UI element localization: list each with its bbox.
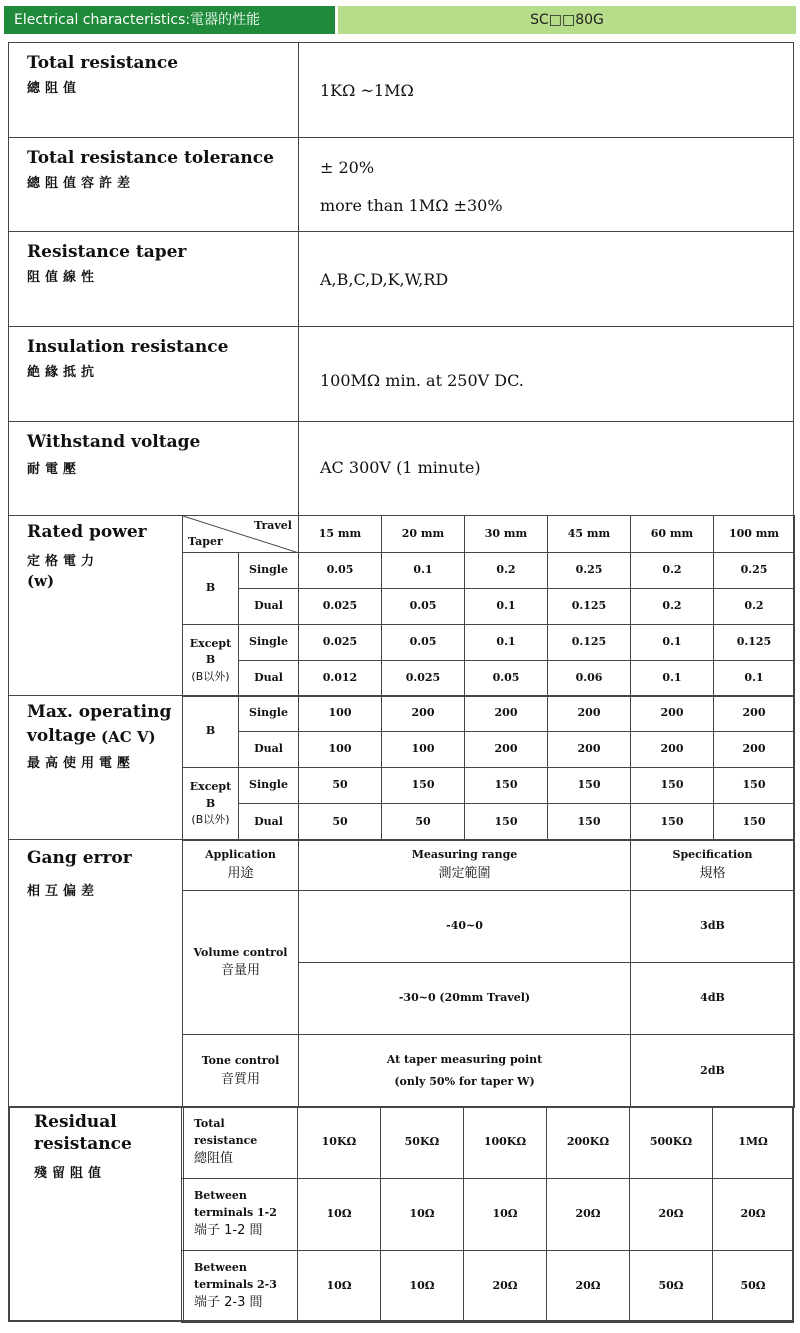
tone-control-zh: 音質用: [220, 1071, 260, 1087]
table-cell: 200: [548, 732, 631, 768]
total-resistance-value: 1KΩ ~1MΩ: [320, 81, 414, 100]
table-cell: 200: [631, 732, 714, 768]
table-cell: 200: [465, 696, 548, 732]
table-cell: 50Ω: [713, 1251, 794, 1323]
table-cell: 150: [714, 768, 795, 804]
table-cell: 500KΩ: [630, 1107, 713, 1179]
table-row: [182, 1107, 794, 1179]
max-voltage-label-2: voltage: [27, 726, 97, 746]
max-voltage-label-cell: [9, 696, 183, 839]
table-cell: 0.05: [382, 589, 465, 625]
except-line-3: (B以外): [191, 669, 230, 683]
taper-value: A,B,C,D,K,W,RD: [320, 270, 449, 289]
residual-label-2: resistance: [34, 1134, 132, 1154]
table-cell: 150: [714, 804, 795, 841]
table-cell: 0.05: [299, 553, 382, 589]
group-except-b: [183, 768, 239, 841]
spec-header-zh: 規格: [699, 865, 726, 881]
single-label: Single: [239, 625, 299, 661]
table-cell: 10Ω: [464, 1179, 547, 1251]
rated-power-table: [182, 515, 795, 697]
application-header-zh: 用途: [227, 865, 254, 881]
table-cell: 50: [299, 804, 382, 841]
residual-label-zh: 殘留阻值: [34, 1166, 107, 1181]
taper-section: [8, 231, 794, 327]
table-cell: 200: [714, 696, 795, 732]
table-cell: 0.025: [299, 589, 382, 625]
table-cell: 0.1: [631, 661, 714, 697]
dual-label: Dual: [239, 732, 299, 768]
except-line-2: B: [205, 653, 216, 667]
table-cell: 0.25: [714, 553, 795, 589]
table-cell: 20Ω: [547, 1179, 630, 1251]
tone-range-line-2: (only 50% for taper W): [394, 1075, 535, 1088]
table-cell: 150: [548, 768, 631, 804]
travel-col-header: 100 mm: [714, 516, 795, 553]
gang-error-label-zh: 相互偏差: [27, 884, 100, 899]
taper-header: Taper: [188, 534, 223, 548]
residual-label-1: Residual: [34, 1112, 117, 1132]
table-cell: 20Ω: [713, 1179, 794, 1251]
table-cell: 0.1: [631, 625, 714, 661]
table-cell: 1MΩ: [713, 1107, 794, 1179]
row-label-line: Between: [194, 1261, 247, 1275]
table-cell: 0.2: [714, 589, 795, 625]
table-cell: 0.2: [631, 553, 714, 589]
table-cell: 150: [465, 768, 548, 804]
table-cell: 10Ω: [298, 1251, 381, 1323]
table-cell: 20Ω: [464, 1251, 547, 1323]
row-label-terminals-1-2: [182, 1179, 298, 1251]
table-cell: 0.125: [548, 589, 631, 625]
row-label-zh: 端子 1-2 間: [194, 1223, 263, 1239]
insulation-value: 100MΩ min. at 250V DC.: [320, 371, 524, 390]
withstand-label: Withstand voltage: [27, 432, 201, 452]
table-row: [183, 840, 795, 891]
total-resistance-label-cell: [9, 43, 299, 137]
taper-label-zh: 阻值線性: [27, 270, 100, 285]
insulation-label-cell: [9, 327, 299, 421]
gang-error-label: Gang error: [27, 848, 132, 868]
table-cell: 10KΩ: [298, 1107, 381, 1179]
single-label: Single: [239, 696, 299, 732]
spec-cell: 2dB: [631, 1035, 795, 1108]
residual-label-cell: [10, 1108, 184, 1320]
tone-range-line-1: At taper measuring point: [386, 1052, 543, 1066]
gang-error-table: [182, 839, 795, 1108]
travel-col-header: 15 mm: [299, 516, 382, 553]
table-cell: 10Ω: [298, 1179, 381, 1251]
tone-control-cell: [183, 1035, 299, 1108]
insulation-section: [8, 326, 794, 422]
table-row: [182, 1251, 794, 1323]
table-cell: 150: [465, 804, 548, 841]
single-label: Single: [239, 768, 299, 804]
range-cell: -40~0: [299, 891, 631, 963]
withstand-label-cell: [9, 422, 299, 515]
row-label-line: resistance: [194, 1133, 258, 1147]
travel-col-header: 20 mm: [382, 516, 465, 553]
table-cell: 200: [382, 696, 465, 732]
table-cell: 150: [631, 804, 714, 841]
table-cell: 200: [465, 732, 548, 768]
table-cell: 20Ω: [630, 1179, 713, 1251]
insulation-label: Insulation resistance: [27, 337, 229, 357]
total-resistance-section: [8, 42, 794, 138]
tolerance-label-cell: [9, 138, 299, 231]
rated-power-label-zh: 定格電力: [27, 554, 100, 569]
spec-header-en: Specification: [672, 848, 753, 861]
row-label-total: [182, 1107, 298, 1179]
range-header-en: Measuring range: [411, 848, 518, 861]
row-label-line: terminals 1-2: [194, 1205, 277, 1219]
except-line-1: Except: [189, 780, 232, 794]
gang-error-section: [8, 839, 794, 1107]
residual-section: [8, 1106, 794, 1322]
table-cell: 150: [631, 768, 714, 804]
max-voltage-unit: (AC V): [101, 728, 156, 746]
table-cell: 0.05: [382, 625, 465, 661]
row-label-zh: 端子 2-3 間: [194, 1295, 263, 1311]
table-row: [183, 1035, 795, 1108]
taper-label-cell: [9, 232, 299, 326]
row-label-line: terminals 2-3: [194, 1277, 277, 1291]
tolerance-value-1: ± 20%: [320, 158, 375, 177]
table-row: [183, 696, 795, 732]
table-cell: 10Ω: [381, 1179, 464, 1251]
gang-error-label-cell: [9, 840, 183, 1106]
section-title: Electrical characteristics:電器的性能: [4, 6, 335, 34]
table-row: [183, 625, 795, 661]
except-line-1: Except: [189, 636, 232, 650]
table-cell: 0.25: [548, 553, 631, 589]
spec-cell: 3dB: [631, 891, 795, 963]
table-row: [183, 553, 795, 589]
except-line-2: B: [205, 796, 216, 810]
volume-control-cell: [183, 891, 299, 1035]
tone-control-label: Tone control: [201, 1054, 280, 1067]
table-cell: 0.1: [465, 589, 548, 625]
table-cell: 0.025: [299, 625, 382, 661]
total-resistance-label-zh: 總阻值: [27, 81, 82, 96]
travel-taper-header: [183, 516, 299, 553]
tolerance-section: [8, 137, 794, 232]
rated-power-label-cell: [9, 516, 183, 695]
table-cell: 0.1: [382, 553, 465, 589]
travel-col-header: 45 mm: [548, 516, 631, 553]
row-label-line: Total: [194, 1117, 225, 1131]
tolerance-value-2: more than 1MΩ ±30%: [320, 196, 503, 215]
table-row: [183, 732, 795, 768]
table-cell: 50KΩ: [381, 1107, 464, 1179]
rated-power-unit: (w): [27, 572, 55, 590]
row-label-line: Between: [194, 1189, 247, 1203]
tolerance-label: Total resistance tolerance: [27, 148, 274, 168]
table-cell: 20Ω: [547, 1251, 630, 1323]
table-cell: 150: [382, 768, 465, 804]
residual-table: [181, 1106, 794, 1323]
row-label-terminals-2-3: [182, 1251, 298, 1323]
insulation-label-zh: 絶緣抵抗: [27, 365, 100, 380]
table-cell: 0.125: [548, 625, 631, 661]
table-cell: 0.1: [714, 661, 795, 697]
table-cell: 50: [299, 768, 382, 804]
max-voltage-label-1: Max. operating: [27, 702, 172, 722]
table-cell: 0.2: [465, 553, 548, 589]
table-row: [183, 804, 795, 841]
tolerance-label-zh: 總阻值容許差: [27, 176, 136, 191]
total-resistance-label: Total resistance: [27, 53, 179, 73]
taper-label: Resistance taper: [27, 242, 187, 262]
table-cell: 100KΩ: [464, 1107, 547, 1179]
table-cell: 100: [382, 732, 465, 768]
model-title: SC□□80G: [338, 6, 796, 34]
table-cell: 100: [299, 732, 382, 768]
table-cell: 0.012: [299, 661, 382, 697]
dual-label: Dual: [239, 661, 299, 697]
table-cell: 50Ω: [630, 1251, 713, 1323]
travel-col-header: 30 mm: [465, 516, 548, 553]
volume-control-label: Volume control: [193, 945, 288, 959]
application-header-en: Application: [205, 848, 276, 861]
table-cell: 200KΩ: [547, 1107, 630, 1179]
max-voltage-table: [182, 695, 795, 841]
travel-header: Travel: [254, 519, 292, 532]
rated-power-section: [8, 515, 794, 696]
dual-label: Dual: [239, 589, 299, 625]
volume-control-zh: 音量用: [220, 963, 260, 978]
group-except-b: [183, 625, 239, 697]
table-cell: 50: [382, 804, 465, 841]
table-cell: 10Ω: [381, 1251, 464, 1323]
header-bar: [0, 6, 800, 34]
table-cell: 200: [631, 696, 714, 732]
tone-range-cell: [299, 1035, 631, 1108]
table-cell: 150: [548, 804, 631, 841]
group-b: B: [183, 553, 239, 625]
group-b: B: [183, 696, 239, 768]
dual-label: Dual: [239, 804, 299, 841]
travel-col-header: 60 mm: [631, 516, 714, 553]
max-voltage-section: [8, 695, 794, 840]
except-line-3: (B以外): [191, 813, 230, 827]
single-label: Single: [239, 553, 299, 589]
application-header: [183, 840, 299, 891]
withstand-section: [8, 421, 794, 516]
table-cell: 0.125: [714, 625, 795, 661]
table-row: [183, 891, 795, 963]
table-row: [183, 768, 795, 804]
row-label-zh: 總阻值: [194, 1151, 234, 1167]
withstand-value: AC 300V (1 minute): [320, 458, 481, 477]
spec-header: [631, 840, 795, 891]
table-row: [183, 589, 795, 625]
table-cell: 200: [548, 696, 631, 732]
table-row: [183, 661, 795, 697]
withstand-label-zh: 耐電壓: [27, 462, 82, 477]
table-cell: 0.025: [382, 661, 465, 697]
table-cell: 100: [299, 696, 382, 732]
table-cell: 0.06: [548, 661, 631, 697]
table-cell: 0.1: [465, 625, 548, 661]
table-cell: 0.2: [631, 589, 714, 625]
range-header: [299, 840, 631, 891]
spec-cell: 4dB: [631, 963, 795, 1035]
table-row: [182, 1179, 794, 1251]
table-cell: 200: [714, 732, 795, 768]
range-cell: -30~0 (20mm Travel): [299, 963, 631, 1035]
table-cell: 0.05: [465, 661, 548, 697]
max-voltage-label-zh: 最高使用電壓: [27, 756, 136, 771]
range-header-zh: 測定範圍: [438, 865, 491, 881]
rated-power-label: Rated power: [27, 522, 147, 542]
